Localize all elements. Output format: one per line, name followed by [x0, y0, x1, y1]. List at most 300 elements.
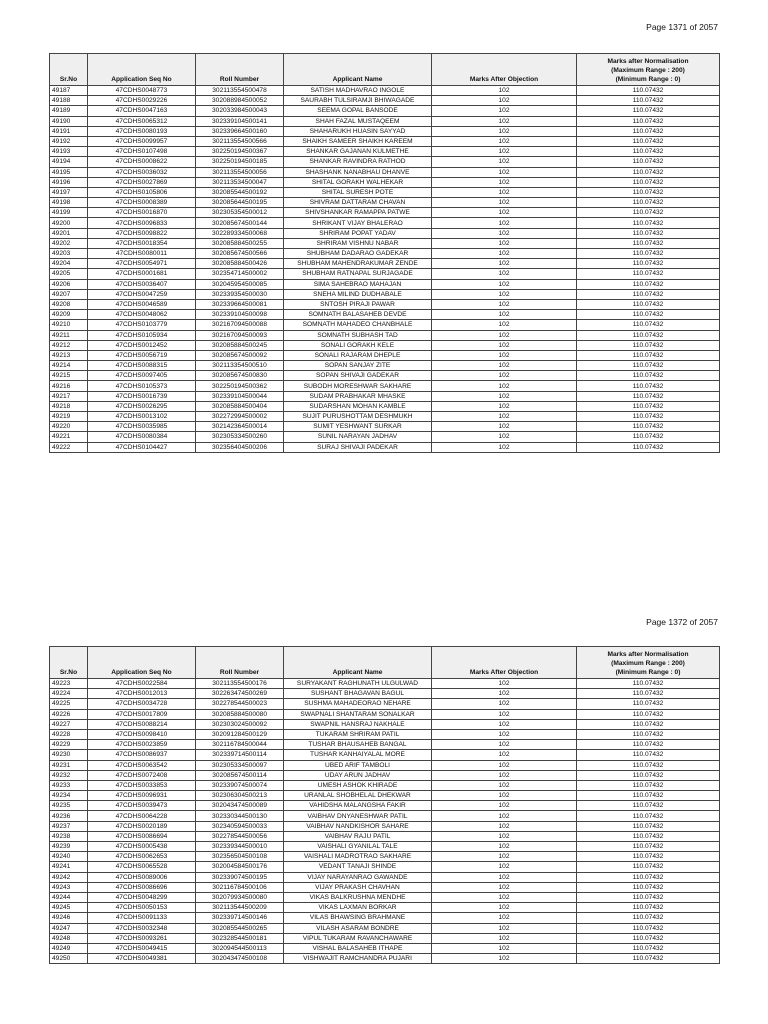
cell-marks-after-objection: 102	[432, 760, 577, 770]
cell-application-seq-no: 47CDHS0016870	[88, 208, 196, 218]
cell-application-seq-no: 47CDHS0065528	[88, 862, 196, 872]
cell-marks-after-objection: 102	[432, 719, 577, 729]
cell-roll-number: 302278544500023	[196, 699, 284, 709]
cell-roll-number: 302305354500012	[196, 208, 284, 218]
cell-marks-after-normalisation: 110.07432	[577, 249, 720, 259]
cell-sr-no: 49211	[50, 330, 88, 340]
cell-applicant-name: SUNIL NARAYAN JADHAV	[284, 432, 432, 442]
table-row	[50, 923, 720, 933]
table-row	[50, 208, 720, 218]
table-row	[50, 770, 720, 780]
table-row	[50, 954, 720, 964]
table-row	[50, 86, 720, 96]
cell-applicant-name: SUMIT YESHWANT SURKAR	[284, 422, 432, 432]
cell-marks-after-objection: 102	[432, 310, 577, 320]
cell-marks-after-normalisation: 110.07432	[577, 740, 720, 750]
cell-marks-after-objection: 102	[432, 249, 577, 259]
cell-roll-number: 302085674500114	[196, 770, 284, 780]
cell-sr-no: 49229	[50, 740, 88, 750]
cell-marks-after-normalisation: 110.07432	[577, 147, 720, 157]
cell-marks-after-objection: 102	[432, 872, 577, 882]
cell-roll-number: 302079934500080	[196, 892, 284, 902]
header-norm-line-1: Marks after Normalisation	[607, 58, 689, 65]
table-row	[50, 269, 720, 279]
cell-application-seq-no: 47CDHS0105373	[88, 381, 196, 391]
cell-marks-after-objection: 102	[432, 401, 577, 411]
cell-marks-after-objection: 102	[432, 157, 577, 167]
table-row	[50, 892, 720, 902]
cell-application-seq-no: 47CDHS0012013	[88, 689, 196, 699]
cell-sr-no: 49205	[50, 269, 88, 279]
cell-roll-number: 302085674500092	[196, 350, 284, 360]
table-header-row	[50, 647, 720, 679]
cell-application-seq-no: 47CDHS0054971	[88, 259, 196, 269]
cell-applicant-name: SAURABH TULSIRAMJI BHIWAGADE	[284, 96, 432, 106]
cell-application-seq-no: 47CDHS0036032	[88, 167, 196, 177]
cell-applicant-name: SHIVSHANKAR RAMAPPA PATWE	[284, 208, 432, 218]
cell-marks-after-normalisation: 110.07432	[577, 903, 720, 913]
cell-marks-after-normalisation: 110.07432	[577, 780, 720, 790]
cell-roll-number: 302339664500081	[196, 299, 284, 309]
header-marks-after-objection: Marks After Objection	[432, 647, 577, 679]
table-row	[50, 320, 720, 330]
table-row	[50, 933, 720, 943]
cell-sr-no: 49223	[50, 679, 88, 689]
page-number-label: Page 1371 of 2057	[646, 22, 718, 32]
cell-marks-after-normalisation: 110.07432	[577, 872, 720, 882]
cell-sr-no: 49204	[50, 259, 88, 269]
table-row	[50, 699, 720, 709]
cell-marks-after-objection: 102	[432, 442, 577, 452]
cell-sr-no: 49247	[50, 923, 88, 933]
cell-marks-after-objection: 102	[432, 136, 577, 146]
cell-marks-after-objection: 102	[432, 198, 577, 208]
cell-application-seq-no: 47CDHS0039473	[88, 801, 196, 811]
cell-application-seq-no: 47CDHS0105806	[88, 187, 196, 197]
cell-marks-after-objection: 102	[432, 954, 577, 964]
cell-application-seq-no: 47CDHS0056719	[88, 350, 196, 360]
cell-roll-number: 302167094500093	[196, 330, 284, 340]
table-row	[50, 279, 720, 289]
cell-applicant-name: SHANKAR GAJANAN KULMETHE	[284, 147, 432, 157]
table-row	[50, 442, 720, 452]
cell-marks-after-objection: 102	[432, 106, 577, 116]
cell-marks-after-objection: 102	[432, 259, 577, 269]
table-row	[50, 872, 720, 882]
cell-roll-number: 302339714500146	[196, 913, 284, 923]
cell-marks-after-objection: 102	[432, 801, 577, 811]
cell-roll-number: 302339104500044	[196, 391, 284, 401]
cell-sr-no: 49203	[50, 249, 88, 259]
cell-application-seq-no: 47CDHS0072408	[88, 770, 196, 780]
cell-applicant-name: SOMNATH SUBHASH TAD	[284, 330, 432, 340]
cell-sr-no: 49212	[50, 340, 88, 350]
cell-marks-after-objection: 102	[432, 177, 577, 187]
cell-application-seq-no: 47CDHS0012452	[88, 340, 196, 350]
cell-application-seq-no: 47CDHS0026295	[88, 401, 196, 411]
table-row	[50, 106, 720, 116]
cell-sr-no: 49245	[50, 903, 88, 913]
cell-sr-no: 49236	[50, 811, 88, 821]
cell-marks-after-normalisation: 110.07432	[577, 401, 720, 411]
cell-application-seq-no: 47CDHS0064228	[88, 811, 196, 821]
table-row	[50, 401, 720, 411]
cell-application-seq-no: 47CDHS0001681	[88, 269, 196, 279]
cell-marks-after-normalisation: 110.07432	[577, 126, 720, 136]
cell-roll-number: 302340594500033	[196, 821, 284, 831]
table-row	[50, 361, 720, 371]
cell-marks-after-normalisation: 110.07432	[577, 679, 720, 689]
cell-marks-after-normalisation: 110.07432	[577, 801, 720, 811]
cell-applicant-name: SOPAN SHIVAJI GADEKAR	[284, 371, 432, 381]
cell-roll-number: 302085884500404	[196, 401, 284, 411]
cell-marks-after-normalisation: 110.07432	[577, 218, 720, 228]
cell-application-seq-no: 47CDHS0093261	[88, 933, 196, 943]
cell-roll-number: 302339344500010	[196, 842, 284, 852]
cell-sr-no: 49228	[50, 729, 88, 739]
cell-applicant-name: VAIBHAV DNYANESHWAR PATIL	[284, 811, 432, 821]
cell-marks-after-normalisation: 110.07432	[577, 760, 720, 770]
cell-marks-after-objection: 102	[432, 699, 577, 709]
cell-applicant-name: SOPAN SANJAY ZITE	[284, 361, 432, 371]
header-norm-line-3: (Minimum Range : 0)	[615, 669, 681, 676]
cell-application-seq-no: 47CDHS0018354	[88, 238, 196, 248]
cell-applicant-name: VIJAY PRAKASH CHAVHAN	[284, 882, 432, 892]
cell-sr-no: 49240	[50, 852, 88, 862]
cell-sr-no: 49244	[50, 892, 88, 902]
cell-marks-after-objection: 102	[432, 679, 577, 689]
cell-applicant-name: SIMA SAHEBRAO MAHAJAN	[284, 279, 432, 289]
cell-applicant-name: SNEHA MILIND DUDHABALE	[284, 289, 432, 299]
cell-marks-after-normalisation: 110.07432	[577, 340, 720, 350]
header-norm-line-1: Marks after Normalisation	[607, 651, 689, 658]
table-row	[50, 177, 720, 187]
cell-sr-no: 49226	[50, 709, 88, 719]
cell-marks-after-normalisation: 110.07432	[577, 954, 720, 964]
cell-roll-number: 302339664500160	[196, 126, 284, 136]
cell-applicant-name: VILAS BHAWSING BRAHMANE	[284, 913, 432, 923]
cell-applicant-name: VISHAL BALASAHEB ITHAPE	[284, 943, 432, 953]
table-row	[50, 689, 720, 699]
table-row	[50, 310, 720, 320]
table-row	[50, 259, 720, 269]
cell-sr-no: 49225	[50, 699, 88, 709]
cell-roll-number: 302339074500195	[196, 872, 284, 882]
cell-roll-number: 302278544500056	[196, 831, 284, 841]
cell-applicant-name: SUSHANT BHAGAVAN BAGUL	[284, 689, 432, 699]
cell-applicant-name: SWAPNIL HANSRAJ NAKHALE	[284, 719, 432, 729]
table-row	[50, 679, 720, 689]
cell-marks-after-objection: 102	[432, 381, 577, 391]
cell-roll-number: 302113534500047	[196, 177, 284, 187]
cell-sr-no: 49195	[50, 167, 88, 177]
cell-roll-number: 302272994500002	[196, 412, 284, 422]
cell-applicant-name: SOMNATH BALASAHEB DEVDE	[284, 310, 432, 320]
cell-application-seq-no: 47CDHS0027869	[88, 177, 196, 187]
cell-marks-after-objection: 102	[432, 892, 577, 902]
cell-sr-no: 49189	[50, 106, 88, 116]
cell-marks-after-normalisation: 110.07432	[577, 862, 720, 872]
cell-application-seq-no: 47CDHS0098822	[88, 228, 196, 238]
cell-applicant-name: TUSHAR KANHAIYALAL MORE	[284, 750, 432, 760]
cell-roll-number: 302339074500074	[196, 780, 284, 790]
cell-roll-number: 302043474500108	[196, 954, 284, 964]
cell-roll-number: 302004584500176	[196, 862, 284, 872]
cell-sr-no: 49213	[50, 350, 88, 360]
cell-marks-after-normalisation: 110.07432	[577, 310, 720, 320]
cell-marks-after-normalisation: 110.07432	[577, 791, 720, 801]
table-row	[50, 198, 720, 208]
cell-sr-no: 49207	[50, 289, 88, 299]
cell-marks-after-objection: 102	[432, 780, 577, 790]
cell-applicant-name: VIPUL TUKARAM RAVANCHAWARE	[284, 933, 432, 943]
cell-roll-number: 302354714500002	[196, 269, 284, 279]
cell-marks-after-normalisation: 110.07432	[577, 923, 720, 933]
cell-marks-after-objection: 102	[432, 350, 577, 360]
cell-marks-after-objection: 102	[432, 126, 577, 136]
cell-sr-no: 49238	[50, 831, 88, 841]
cell-marks-after-normalisation: 110.07432	[577, 116, 720, 126]
cell-marks-after-objection: 102	[432, 882, 577, 892]
cell-application-seq-no: 47CDHS0047259	[88, 289, 196, 299]
cell-applicant-name: SURYAKANT RAGHUNATH ULGULWAD	[284, 679, 432, 689]
cell-roll-number: 302116784500106	[196, 882, 284, 892]
cell-roll-number: 302289334500068	[196, 228, 284, 238]
cell-applicant-name: VIKAS LAXMAN BORKAR	[284, 903, 432, 913]
cell-applicant-name: UDAY ARUN JADHAV	[284, 770, 432, 780]
cell-roll-number: 302033984500043	[196, 106, 284, 116]
cell-sr-no: 49206	[50, 279, 88, 289]
cell-application-seq-no: 47CDHS0049381	[88, 954, 196, 964]
cell-application-seq-no: 47CDHS0104427	[88, 442, 196, 452]
cell-marks-after-objection: 102	[432, 933, 577, 943]
table-row	[50, 412, 720, 422]
cell-application-seq-no: 47CDHS0080384	[88, 432, 196, 442]
cell-marks-after-objection: 102	[432, 412, 577, 422]
cell-applicant-name: SHITAL GORAKH WALHEKAR	[284, 177, 432, 187]
cell-marks-after-normalisation: 110.07432	[577, 831, 720, 841]
cell-applicant-name: SONALI RAJARAM DHEPLE	[284, 350, 432, 360]
cell-applicant-name: SHRIKANT VIJAY BHALERAO	[284, 218, 432, 228]
table-row	[50, 187, 720, 197]
cell-applicant-name: VISHWAJIT RAMCHANDRA PUJARI	[284, 954, 432, 964]
cell-roll-number: 302085544500265	[196, 923, 284, 933]
cell-marks-after-objection: 102	[432, 862, 577, 872]
cell-marks-after-objection: 102	[432, 330, 577, 340]
table-row	[50, 862, 720, 872]
cell-marks-after-objection: 102	[432, 729, 577, 739]
cell-sr-no: 49200	[50, 218, 88, 228]
cell-application-seq-no: 47CDHS0013102	[88, 412, 196, 422]
cell-sr-no: 49199	[50, 208, 88, 218]
cell-marks-after-normalisation: 110.07432	[577, 913, 720, 923]
cell-marks-after-objection: 102	[432, 903, 577, 913]
header-sr-no: Sr.No	[50, 647, 88, 679]
cell-roll-number: 302091284500129	[196, 729, 284, 739]
table-row	[50, 852, 720, 862]
cell-marks-after-objection: 102	[432, 238, 577, 248]
cell-applicant-name: SWAPNALI SHANTARAM SONALKAR	[284, 709, 432, 719]
cell-application-seq-no: 47CDHS0029226	[88, 96, 196, 106]
cell-marks-after-normalisation: 110.07432	[577, 361, 720, 371]
cell-roll-number: 302113554500176	[196, 679, 284, 689]
table-row	[50, 750, 720, 760]
table-row	[50, 136, 720, 146]
page-number-label: Page 1372 of 2057	[646, 617, 718, 627]
table-row	[50, 780, 720, 790]
table-row	[50, 719, 720, 729]
cell-application-seq-no: 47CDHS0036407	[88, 279, 196, 289]
cell-marks-after-normalisation: 110.07432	[577, 228, 720, 238]
cell-roll-number: 302116784500044	[196, 740, 284, 750]
cell-sr-no: 49191	[50, 126, 88, 136]
cell-application-seq-no: 47CDHS0048299	[88, 892, 196, 902]
header-marks-after-normalisation	[577, 54, 720, 86]
cell-marks-after-normalisation: 110.07432	[577, 842, 720, 852]
cell-applicant-name: SEEMA GOPAL BANSODE	[284, 106, 432, 116]
cell-sr-no: 49220	[50, 422, 88, 432]
cell-roll-number: 302330344500130	[196, 811, 284, 821]
cell-sr-no: 49196	[50, 177, 88, 187]
cell-marks-after-normalisation: 110.07432	[577, 289, 720, 299]
table-row	[50, 943, 720, 953]
cell-marks-after-normalisation: 110.07432	[577, 259, 720, 269]
cell-sr-no: 49194	[50, 157, 88, 167]
cell-marks-after-normalisation: 110.07432	[577, 821, 720, 831]
cell-marks-after-normalisation: 110.07432	[577, 852, 720, 862]
cell-marks-after-normalisation: 110.07432	[577, 198, 720, 208]
cell-applicant-name: SHASHANK NANABHAU DHANVE	[284, 167, 432, 177]
cell-application-seq-no: 47CDHS0048773	[88, 86, 196, 96]
table-row	[50, 791, 720, 801]
cell-application-seq-no: 47CDHS0088315	[88, 361, 196, 371]
cell-applicant-name: VAHIDSHA MALANGSHA FAKIR	[284, 801, 432, 811]
cell-sr-no: 49187	[50, 86, 88, 96]
table-row	[50, 821, 720, 831]
cell-application-seq-no: 47CDHS0096833	[88, 218, 196, 228]
cell-marks-after-normalisation: 110.07432	[577, 933, 720, 943]
cell-marks-after-objection: 102	[432, 770, 577, 780]
table-row	[50, 350, 720, 360]
table-row	[50, 709, 720, 719]
cell-marks-after-normalisation: 110.07432	[577, 432, 720, 442]
table-row	[50, 96, 720, 106]
cell-marks-after-objection: 102	[432, 831, 577, 841]
cell-application-seq-no: 47CDHS0103779	[88, 320, 196, 330]
cell-applicant-name: SATISH MADHAVRAO INGOLE	[284, 86, 432, 96]
cell-roll-number: 302306304500213	[196, 791, 284, 801]
cell-sr-no: 49217	[50, 391, 88, 401]
cell-application-seq-no: 47CDHS0047163	[88, 106, 196, 116]
cell-roll-number: 302088984500052	[196, 96, 284, 106]
cell-marks-after-objection: 102	[432, 218, 577, 228]
cell-sr-no: 49248	[50, 933, 88, 943]
cell-marks-after-normalisation: 110.07432	[577, 442, 720, 452]
cell-marks-after-normalisation: 110.07432	[577, 279, 720, 289]
table-row	[50, 903, 720, 913]
cell-sr-no: 49198	[50, 198, 88, 208]
cell-roll-number: 302303024500092	[196, 719, 284, 729]
cell-roll-number: 302250194500362	[196, 381, 284, 391]
header-roll-number: Roll Number	[196, 54, 284, 86]
cell-applicant-name: VAISHALI MADROTRAO SAKHARE	[284, 852, 432, 862]
cell-roll-number: 302339104500098	[196, 310, 284, 320]
cell-applicant-name: SUSHMA MAHADEORAO NEHARE	[284, 699, 432, 709]
cell-roll-number: 302250194500367	[196, 147, 284, 157]
header-application-seq-no: Application Seq No	[88, 54, 196, 86]
table-body	[50, 86, 720, 453]
cell-application-seq-no: 47CDHS0088214	[88, 719, 196, 729]
cell-marks-after-normalisation: 110.07432	[577, 86, 720, 96]
cell-roll-number: 302113554500478	[196, 86, 284, 96]
cell-roll-number: 302167094500088	[196, 320, 284, 330]
table-row	[50, 760, 720, 770]
cell-applicant-name: UBED ARIF TAMBOLI	[284, 760, 432, 770]
table-row	[50, 371, 720, 381]
cell-application-seq-no: 47CDHS0063542	[88, 760, 196, 770]
table-row	[50, 299, 720, 309]
cell-marks-after-normalisation: 110.07432	[577, 943, 720, 953]
cell-applicant-name: SHAHARUKH HUASIN SAYYAD	[284, 126, 432, 136]
cell-sr-no: 49216	[50, 381, 88, 391]
cell-marks-after-objection: 102	[432, 811, 577, 821]
cell-marks-after-normalisation: 110.07432	[577, 238, 720, 248]
cell-applicant-name: TUKARAM SHRIRAM PATIL	[284, 729, 432, 739]
cell-applicant-name: SUDAM PRABHAKAR MHASKE	[284, 391, 432, 401]
cell-application-seq-no: 47CDHS0065312	[88, 116, 196, 126]
cell-applicant-name: UMESH ASHOK KHIRADE	[284, 780, 432, 790]
cell-marks-after-objection: 102	[432, 821, 577, 831]
cell-application-seq-no: 47CDHS0086696	[88, 882, 196, 892]
cell-marks-after-objection: 102	[432, 750, 577, 760]
cell-marks-after-normalisation: 110.07432	[577, 729, 720, 739]
cell-applicant-name: SUBODH MORESHWAR SAKHARE	[284, 381, 432, 391]
cell-sr-no: 49218	[50, 401, 88, 411]
cell-roll-number: 302339714500114	[196, 750, 284, 760]
cell-roll-number: 302113544500209	[196, 903, 284, 913]
cell-application-seq-no: 47CDHS0034728	[88, 699, 196, 709]
cell-sr-no: 49202	[50, 238, 88, 248]
cell-sr-no: 49243	[50, 882, 88, 892]
cell-sr-no: 49197	[50, 187, 88, 197]
cell-sr-no: 49201	[50, 228, 88, 238]
cell-marks-after-normalisation: 110.07432	[577, 330, 720, 340]
cell-marks-after-normalisation: 110.07432	[577, 412, 720, 422]
cell-sr-no: 49219	[50, 412, 88, 422]
cell-application-seq-no: 47CDHS0022584	[88, 679, 196, 689]
cell-marks-after-normalisation: 110.07432	[577, 157, 720, 167]
cell-applicant-name: VIJAY NARAYANRAO GAWANDE	[284, 872, 432, 882]
cell-roll-number: 302045954500085	[196, 279, 284, 289]
cell-roll-number: 302085674500144	[196, 218, 284, 228]
cell-marks-after-normalisation: 110.07432	[577, 136, 720, 146]
table-row	[50, 340, 720, 350]
cell-marks-after-normalisation: 110.07432	[577, 750, 720, 760]
cell-applicant-name: SHIVRAM DATTARAM CHAVAN	[284, 198, 432, 208]
cell-marks-after-normalisation: 110.07432	[577, 320, 720, 330]
cell-applicant-name: SHAH FAZAL MUSTAQEEM	[284, 116, 432, 126]
cell-sr-no: 49235	[50, 801, 88, 811]
header-applicant-name: Applicant Name	[284, 54, 432, 86]
cell-marks-after-normalisation: 110.07432	[577, 371, 720, 381]
header-norm-line-3: (Minimum Range : 0)	[615, 76, 681, 83]
results-table	[49, 53, 720, 453]
cell-marks-after-normalisation: 110.07432	[577, 350, 720, 360]
cell-applicant-name: SHANKAR RAVINDRA RATHOD	[284, 157, 432, 167]
cell-roll-number: 302113554500566	[196, 136, 284, 146]
cell-sr-no: 49242	[50, 872, 88, 882]
cell-marks-after-objection: 102	[432, 208, 577, 218]
